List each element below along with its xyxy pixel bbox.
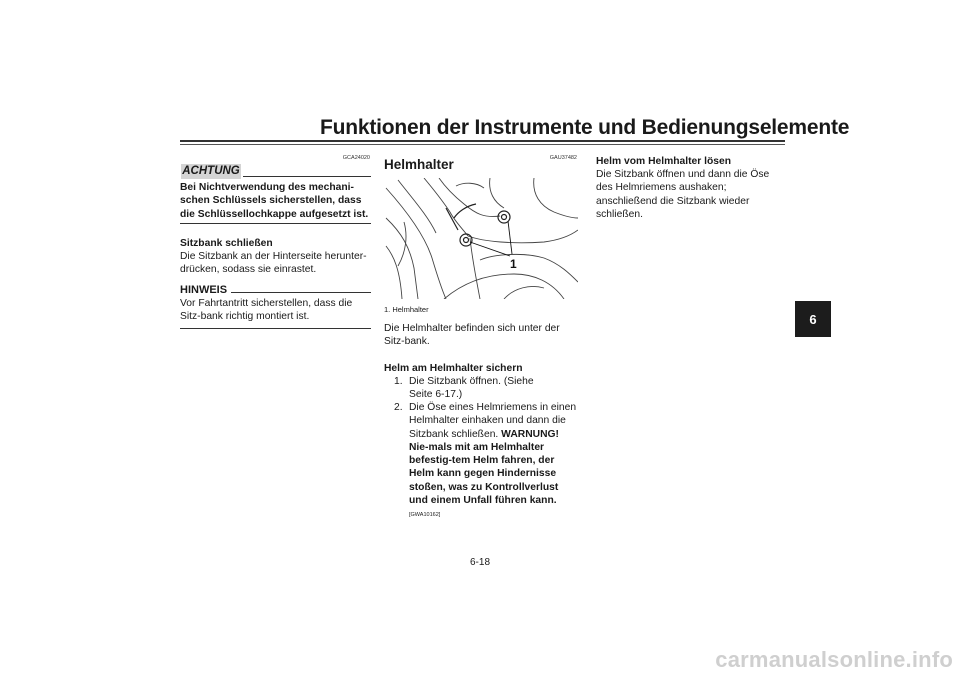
section-heading-helmhalter: Helmhalter	[384, 157, 454, 172]
section-code: GCA24020	[342, 155, 370, 161]
paragraph-helmhalter: Die Helmhalter befinden sich unter der Sitz-bank.	[384, 323, 560, 348]
step-2-text: Die Öse eines Helmriemens in einen Helmhalter einhaken und dann die Sitzbank schließen.	[409, 402, 577, 440]
step-number: 1.	[394, 376, 403, 387]
step-number: 2.	[394, 402, 403, 413]
chapter-tab: 6	[795, 301, 831, 337]
subheading-helm-sichern: Helm am Helmhalter sichern	[384, 363, 523, 374]
watermark: carmanualsonline.info	[715, 647, 953, 672]
header-rule-thin	[180, 144, 785, 145]
warning-code: [GWA10162]	[409, 512, 441, 519]
paragraph-sitzbank: Die Sitzbank an der Hinterseite herunter-drücken, sodass sie einrastet.	[180, 251, 367, 276]
helmet-holder-figure	[384, 178, 578, 299]
paragraph-helm-loesen: Die Sitzbank öffnen und dann die Öse des Helmriemens aushaken; anschließend die Sitzbank wieder schließen.	[596, 169, 770, 220]
header-rule	[180, 140, 785, 142]
hinweis-label: HINWEIS	[180, 284, 228, 296]
hinweis-text: Vor Fahrtantritt sicherstellen, dass die Sitz-bank richtig montiert ist.	[180, 298, 353, 323]
achtung-label: ACHTUNG	[182, 165, 240, 177]
subheading-helm-loesen: Helm vom Helmhalter lösen	[596, 156, 732, 167]
hinweis-rule	[231, 292, 371, 293]
achtung-text: Bei Nichtverwendung des mechani-schen Schlüssels sicherstellen, dass die Schlüssellochkappe aufgesetzt ist.	[180, 182, 369, 220]
subheading-sitzbank-schliessen: Sitzbank schließen	[180, 238, 273, 249]
achtung-end-rule	[180, 223, 371, 224]
figure-callout: 1	[510, 257, 517, 271]
figure-caption: 1. Helmhalter	[384, 305, 429, 314]
step-1-text: Die Sitzbank öffnen. (Siehe Seite 6-17.)	[409, 376, 534, 401]
step-2-warning: WARNUNG! Nie-mals mit am Helmhalter befestig-tem Helm fahren, der Helm kann gegen Hindernisse stoßen, was zu Kontrollverlust und einem Unfall führen kann.	[409, 428, 559, 507]
page-number: 6-18	[469, 557, 490, 568]
achtung-rule	[243, 176, 371, 177]
hinweis-end-rule	[180, 328, 371, 329]
section-code: GAU37482	[549, 155, 577, 161]
step-2	[409, 401, 579, 523]
page-title: Funktionen der Instrumente und Bedienungselemente	[320, 116, 850, 139]
